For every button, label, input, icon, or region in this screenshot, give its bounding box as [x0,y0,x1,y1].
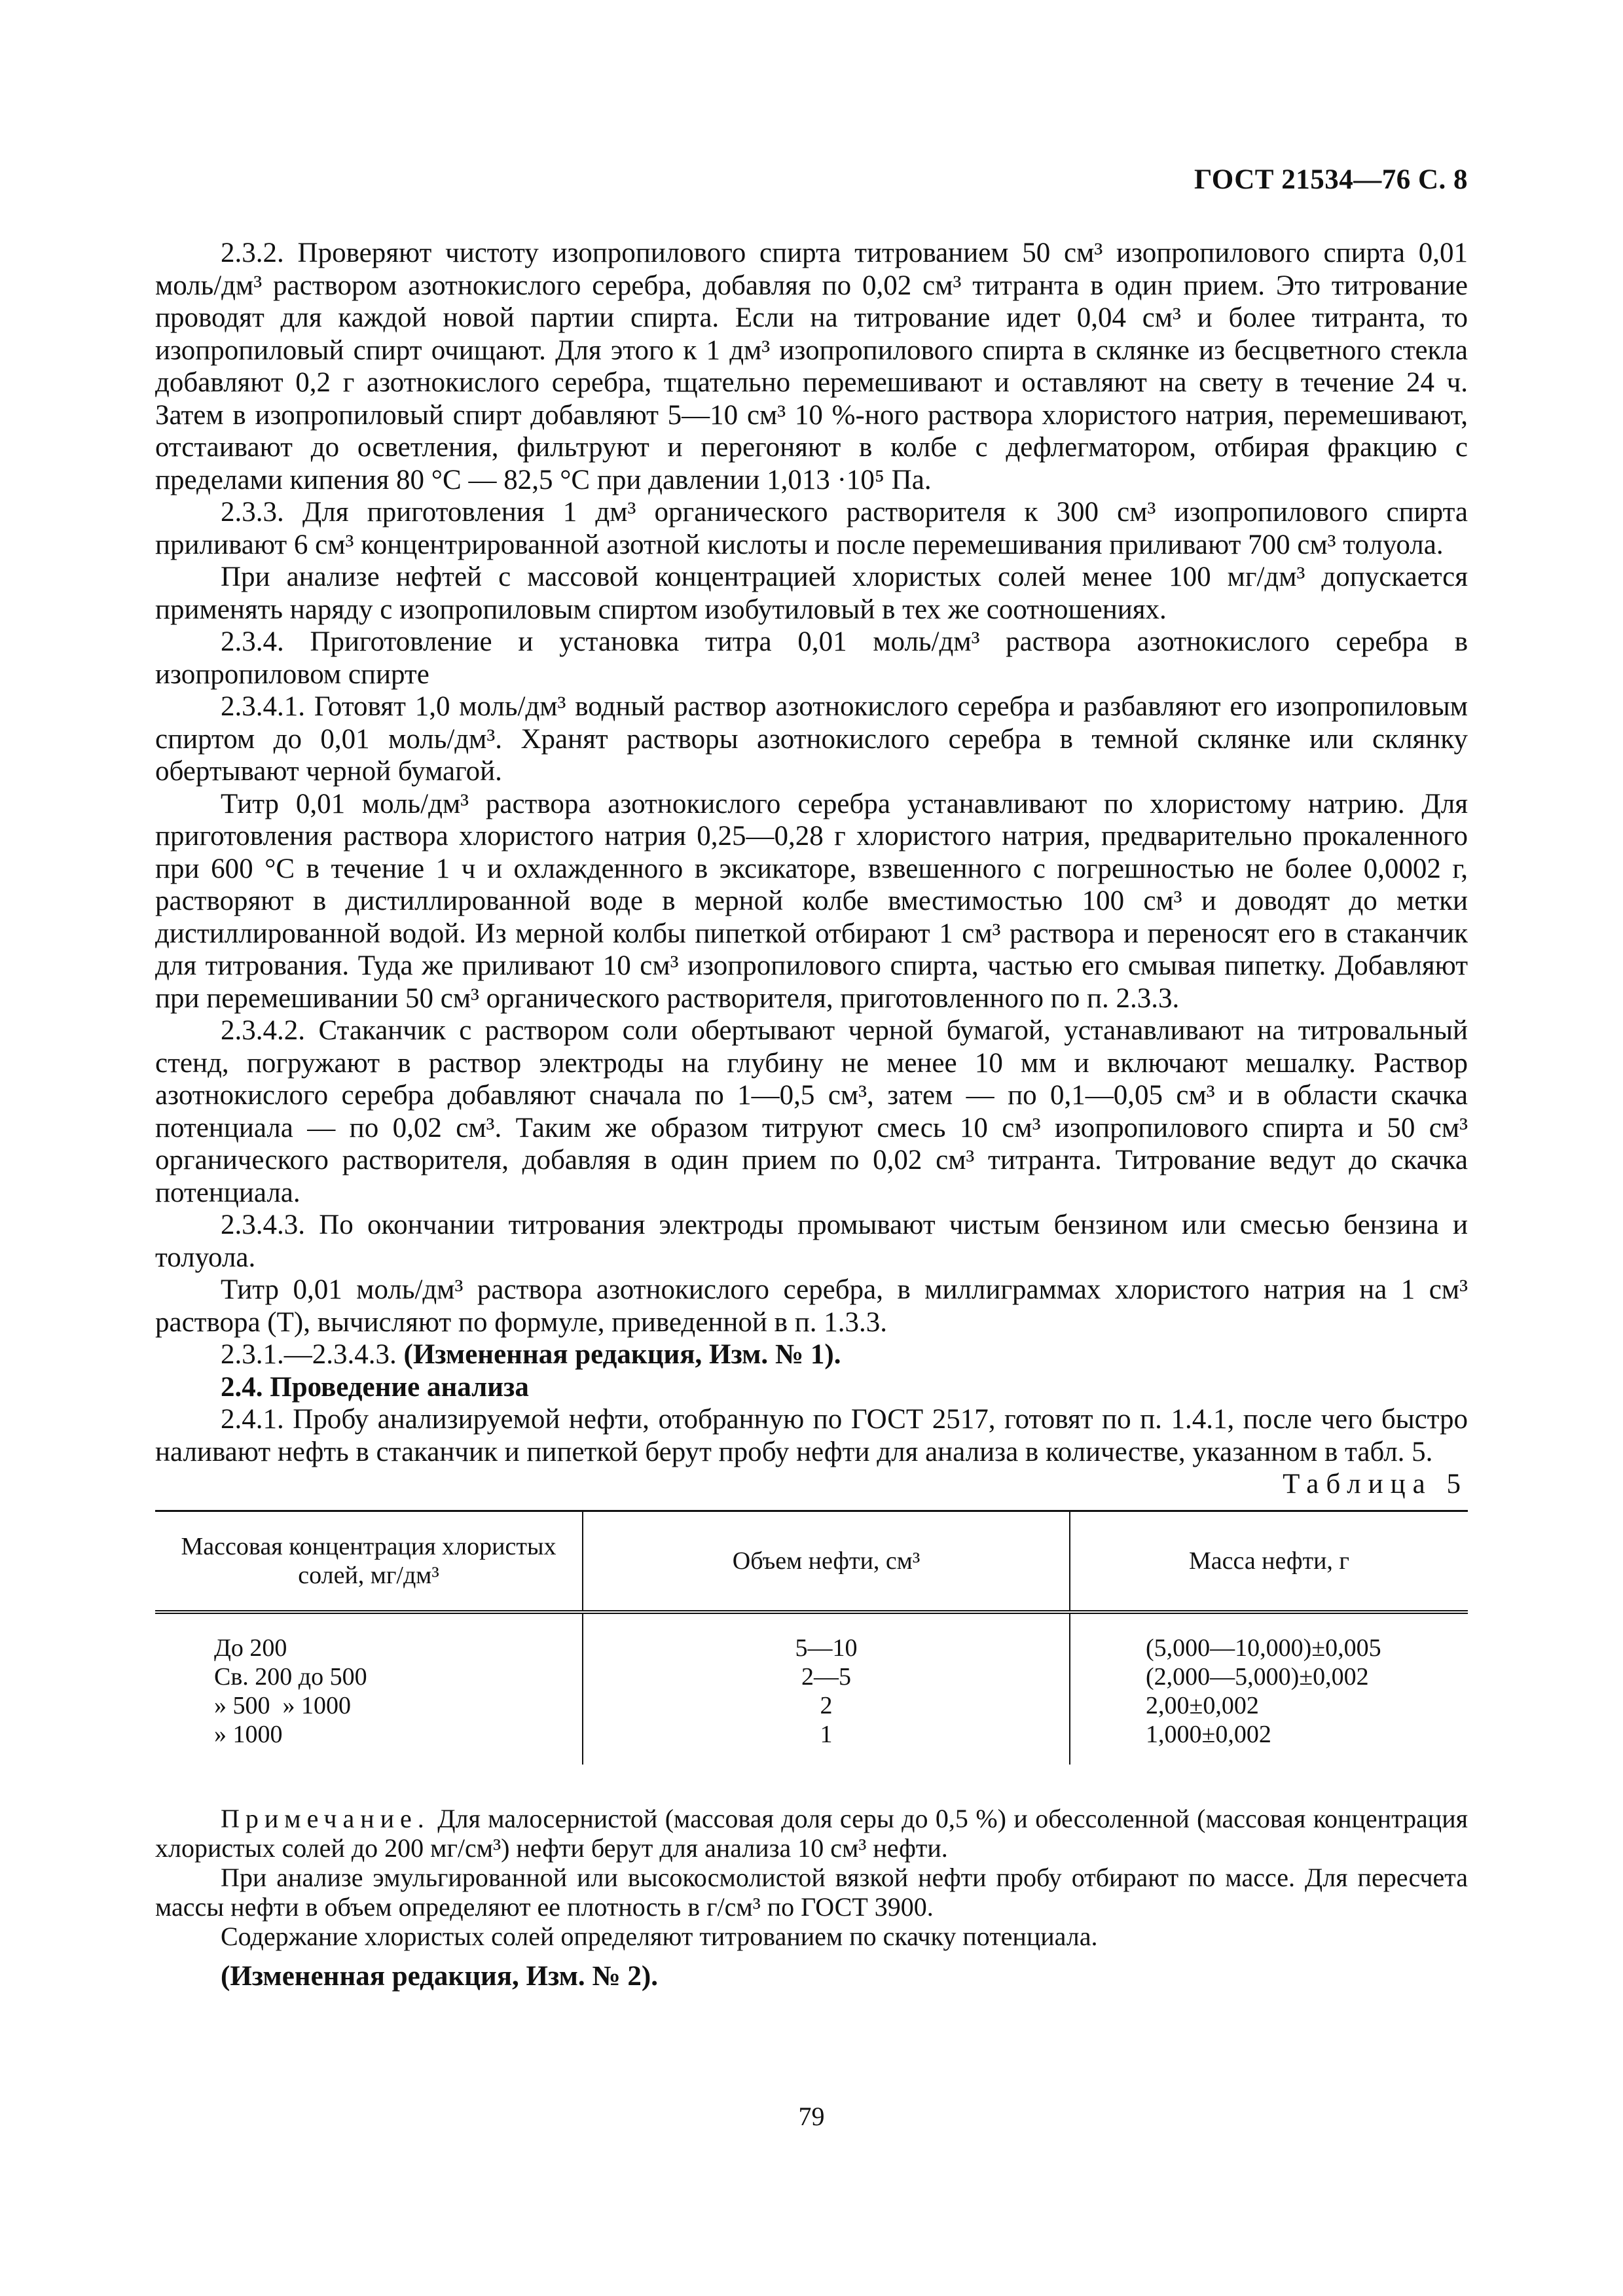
paragraph-isobutyl-note: При анализе нефтей с массовой концентрацией хлористых солей менее 100 мг/дм³ допускается применять наряду с изопропиловым спиртом изобутиловый в тех же соотношениях. [155,562,1468,625]
paragraph-2-3-4: 2.3.4. Приготовление и установка титра 0,01 моль/дм³ раствора азотнокислого серебра в изопропиловом спирте [155,626,1468,690]
note-paragraph [155,1804,1468,1863]
amendment-1-label: (Измененная редакция, Изм. № 1). [403,1339,841,1370]
table-cell: 5—10 [795,1634,858,1662]
table-cell: 2,00±0,002 [1146,1691,1259,1719]
header-concentration: Массовая концентрация хлористых солей, мг/дм³ [155,1511,583,1612]
column-volume [583,1612,1070,1765]
note-text: Для малосернистой (массовая доля серы до 0,5 %) и обессоленной (массовая концентрация хлористых солей до 200 мг/см³) нефти берут для анализа 10 см³ нефти. [155,1803,1468,1863]
column-mass [1070,1612,1468,1765]
paragraph-2-3-3: 2.3.3. Для приготовления 1 дм³ органического растворителя к 300 см³ изопропилового спирта приливают 6 см³ концентрированной азотной кислоты и после перемешивания приливают 700 см³ толуола. [155,497,1468,560]
table-cell: 2 [820,1691,833,1719]
table-cell: » 500 » 1000 [214,1691,351,1719]
column-concentration [155,1612,583,1765]
paragraph-titer-formula: Титр 0,01 моль/дм³ раствора азотнокислого серебра, в миллиграммах хлористого натрия на 1 см³ раствора (T), вычисляют по формуле, приведенной в п. 1.3.3. [155,1274,1468,1338]
note-label: Примечание. [221,1803,430,1833]
table-cell: 1 [820,1720,833,1748]
body-text [155,237,1468,1992]
amendment-1 [155,1338,1468,1371]
amendment-1-prefix: 2.3.1.—2.3.4.3. [221,1339,404,1370]
table-cell: » 1000 [214,1720,283,1748]
table-5-caption: Таблица 5 [1283,1469,1468,1499]
table-cell: 1,000±0,002 [1146,1720,1271,1748]
running-header: ГОСТ 21534—76 С. 8 [1194,164,1468,195]
paragraph-2-3-4-3: 2.3.4.3. По окончании титрования электроды промывают чистым бензином или смесью бензина и толуола. [155,1210,1468,1273]
note-emulsified-oil: При анализе эмульгированной или высокосмолистой вязкой нефти пробу отбирают по массе. Для пересчета массы нефти в объем определяют ее плотность в г/см³ по ГОСТ 3900. [155,1862,1468,1922]
table-5 [155,1510,1468,1765]
note-chloride-titration: Содержание хлористых солей определяют титрованием по скачку потенциала. [221,1921,1098,1951]
table-body-row [155,1612,1468,1765]
table-cell: 2—5 [801,1662,851,1691]
page-number: 79 [798,2102,825,2131]
table-cell: (2,000—5,000)±0,002 [1146,1662,1369,1691]
paragraph-2-4-1: 2.4.1. Пробу анализируемой нефти, отобранную по ГОСТ 2517, готовят по п. 1.4.1, после чего быстро наливают нефть в стаканчик и пипеткой берут пробу нефти для анализа в количестве, указанном в табл. 5. [155,1404,1468,1467]
paragraph-2-3-2: 2.3.2. Проверяют чистоту изопропилового спирта титрованием 50 см³ изопропилового спирта 0,01 моль/дм³ раствором азотнокислого серебра, добавляя по 0,02 см³ титранта в один прием. Это титрование проводят для каждой новой партии спирта. Если на титрование идет 0,04 см³ и более титранта, то изопропиловый спирт очищают. Для этого к 1 дм³ изопропилового спирта в склянке из бесцветного стекла добавляют 0,2 г азотнокислого серебра, тщательно перемешивают и оставляют на свету в течение 24 ч. Затем в изопропиловый спирт добавляют 5—10 см³ 10 %-ного раствора хлористого натрия, перемешивают, отстаивают до осветления, фильтруют и перегоняют в колбе с дефлегматором, отбирая фракцию с пределами кипения 80 °С — 82,5 °С при давлении 1,013 ·10⁵ Па. [155,238,1468,495]
header-mass: Масса нефти, г [1070,1511,1468,1612]
section-heading-2-4: 2.4. Проведение анализа [221,1371,529,1403]
table-cell: До 200 [214,1634,287,1662]
amendment-2: (Измененная редакция, Изм. № 2). [221,1960,658,1992]
paragraph-2-3-4-2: 2.3.4.2. Стаканчик с раствором соли обертывают черной бумагой, устанавливают на титровальный стенд, погружают в раствор электроды на глубину не менее 10 мм и включают мешалку. Раствор азотнокислого серебра добавляют сначала по 1—0,5 см³, затем — по 0,1—0,05 см³ и в области скачка потенциала — по 0,02 см³. Таким же образом титруют смесь 10 см³ изопропилового спирта и 50 см³ органического растворителя, добавляя в один прием по 0,02 см³ титранта. Титрование ведут до скачка потенциала. [155,1015,1468,1208]
table-header-row [155,1511,1468,1612]
table-cell: (5,000—10,000)±0,005 [1146,1634,1381,1662]
table-cell: Св. 200 до 500 [214,1662,367,1691]
paragraph-2-3-4-1: 2.3.4.1. Готовят 1,0 моль/дм³ водный раствор азотнокислого серебра и разбавляют его изопропиловым спиртом до 0,01 моль/дм³. Хранят растворы азотнокислого серебра в темной склянке или склянку обертывают черной бумагой. [155,691,1468,787]
paragraph-titer-nacl: Титр 0,01 моль/дм³ раствора азотнокислого серебра устанавливают по хлористому натрию. Для приготовления раствора хлористого натрия 0,25—0,28 г хлористого натрия, предварительно прокаленного при 600 °С в течение 1 ч и охлажденного в эксикаторе, взвешенного с погрешностью не более 0,0002 г, растворяют в дистиллированной воде в мерной колбе вместимостью 100 см³ и доводят до метки дистиллированной водой. Из мерной колбы пипеткой отбирают 1 см³ раствора и переносят его в стаканчик для титрования. Туда же приливают 10 см³ изопропилового спирта, частью его смывая пипетку. Добавляют при перемешивании 50 см³ органического растворителя, приготовленного по п. 2.3.3. [155,788,1468,1014]
header-volume: Объем нефти, см³ [583,1511,1070,1612]
